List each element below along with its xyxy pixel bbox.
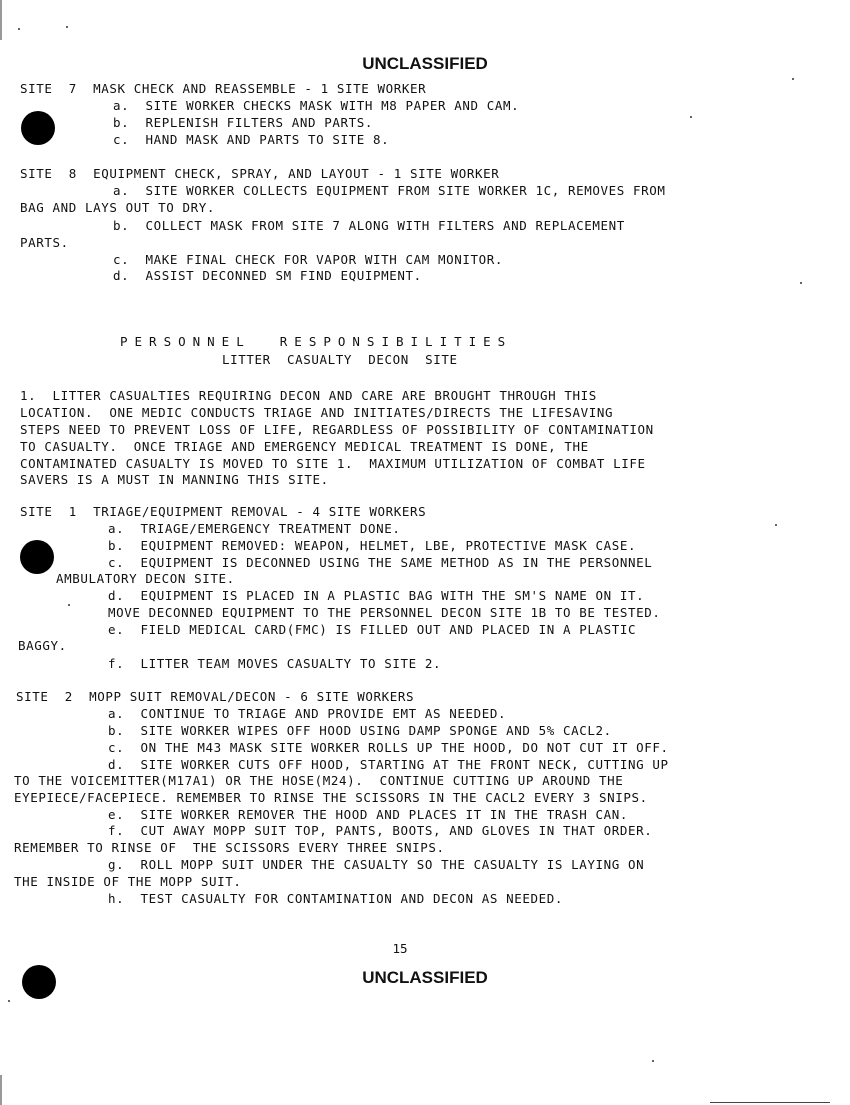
site1-item-d-line1: d. EQUIPMENT IS PLACED IN A PLASTIC BAG WITH THE SM'S NAME ON IT. <box>108 588 645 603</box>
site2-item-c: c. ON THE M43 MASK SITE WORKER ROLLS UP THE HOOD, DO NOT CUT IT OFF. <box>108 740 669 755</box>
site2-item-e: e. SITE WORKER REMOVER THE HOOD AND PLACES IT IN THE TRASH CAN. <box>108 807 629 822</box>
site2-item-d-line1: d. SITE WORKER CUTS OFF HOOD, STARTING AT THE FRONT NECK, CUTTING UP <box>108 757 669 772</box>
intro-line-6: SAVERS IS A MUST IN MANNING THIS SITE. <box>20 472 329 487</box>
site1-item-d-line2: MOVE DECONNED EQUIPMENT TO THE PERSONNEL DECON SITE 1B TO BE TESTED. <box>108 605 661 620</box>
punch-hole-icon <box>21 111 55 145</box>
scan-rule-mark <box>710 1102 830 1103</box>
site7-item-a: a. SITE WORKER CHECKS MASK WITH M8 PAPER AND CAM. <box>113 98 520 113</box>
scan-speck <box>775 524 777 526</box>
intro-line-4: TO CASUALTY. ONCE TRIAGE AND EMERGENCY MEDICAL TREATMENT IS DONE, THE <box>20 439 589 454</box>
site1-item-b: b. EQUIPMENT REMOVED: WEAPON, HELMET, LBE, PROTECTIVE MASK CASE. <box>108 538 637 553</box>
intro-line-2: LOCATION. ONE MEDIC CONDUCTS TRIAGE AND INITIATES/DIRECTS THE LIFESAVING <box>20 405 614 420</box>
site8-item-d: d. ASSIST DECONNED SM FIND EQUIPMENT. <box>113 268 422 283</box>
scan-speck <box>652 1060 654 1062</box>
scan-edge-mark <box>0 0 2 40</box>
scan-speck <box>800 282 802 284</box>
site1-item-e-line1: e. FIELD MEDICAL CARD(FMC) IS FILLED OUT AND PLACED IN A PLASTIC <box>108 622 637 637</box>
site2-item-a: a. CONTINUE TO TRIAGE AND PROVIDE EMT AS NEEDED. <box>108 706 507 721</box>
site2-item-g-line1: g. ROLL MOPP SUIT UNDER THE CASUALTY SO THE CASUALTY IS LAYING ON <box>108 857 645 872</box>
scan-speck <box>68 604 70 606</box>
site1-item-f: f. LITTER TEAM MOVES CASUALTY TO SITE 2. <box>108 656 442 671</box>
site1-item-a: a. TRIAGE/EMERGENCY TREATMENT DONE. <box>108 521 401 536</box>
classification-banner-bottom: UNCLASSIFIED <box>362 968 488 987</box>
site8-heading: SITE 8 EQUIPMENT CHECK, SPRAY, AND LAYOUT - 1 SITE WORKER <box>20 166 500 181</box>
site1-item-c-line1: c. EQUIPMENT IS DECONNED USING THE SAME METHOD AS IN THE PERSONNEL <box>108 555 653 570</box>
site2-item-d-line3: EYEPIECE/FACEPIECE. REMEMBER TO RINSE THE SCISSORS IN THE CACL2 EVERY 3 SNIPS. <box>14 790 648 805</box>
site8-item-b-line1: b. COLLECT MASK FROM SITE 7 ALONG WITH FILTERS AND REPLACEMENT <box>113 218 625 233</box>
intro-line-5: CONTAMINATED CASUALTY IS MOVED TO SITE 1. MAXIMUM UTILIZATION OF COMBAT LIFE <box>20 456 646 471</box>
site1-item-c-line2: AMBULATORY DECON SITE. <box>56 571 235 586</box>
site7-item-b: b. REPLENISH FILTERS AND PARTS. <box>113 115 374 130</box>
scan-speck <box>8 1000 10 1002</box>
site2-item-f-line1: f. CUT AWAY MOPP SUIT TOP, PANTS, BOOTS, AND GLOVES IN THAT ORDER. <box>108 823 653 838</box>
site8-item-b-line2: PARTS. <box>20 235 69 250</box>
intro-line-3: STEPS NEED TO PREVENT LOSS OF LIFE, REGARDLESS OF POSSIBILITY OF CONTAMINATION <box>20 422 654 437</box>
site1-item-e-line2: BAGGY. <box>18 638 67 653</box>
scan-speck <box>792 78 794 80</box>
site8-item-c: c. MAKE FINAL CHECK FOR VAPOR WITH CAM MONITOR. <box>113 252 504 267</box>
scan-speck <box>66 26 68 28</box>
site2-item-g-line2: THE INSIDE OF THE MOPP SUIT. <box>14 874 242 889</box>
site8-item-a-line1: a. SITE WORKER COLLECTS EQUIPMENT FROM SITE WORKER 1C, REMOVES FROM <box>113 183 666 198</box>
section-subtitle: LITTER CASUALTY DECON SITE <box>222 352 458 367</box>
site7-heading: SITE 7 MASK CHECK AND REASSEMBLE - 1 SITE WORKER <box>20 81 427 96</box>
classification-banner-top: UNCLASSIFIED <box>362 54 488 73</box>
site2-item-f-line2: REMEMBER TO RINSE OF THE SCISSORS EVERY THREE SNIPS. <box>14 840 445 855</box>
punch-hole-icon <box>20 540 54 574</box>
page-number: 15 <box>392 941 408 956</box>
site8-item-a-line2: BAG AND LAYS OUT TO DRY. <box>20 200 216 215</box>
intro-line-1: 1. LITTER CASUALTIES REQUIRING DECON AND CARE ARE BROUGHT THROUGH THIS <box>20 388 597 403</box>
site7-item-c: c. HAND MASK AND PARTS TO SITE 8. <box>113 132 390 147</box>
scan-edge-mark <box>0 1075 2 1105</box>
site1-heading: SITE 1 TRIAGE/EQUIPMENT REMOVAL - 4 SITE WORKERS <box>20 504 427 519</box>
site2-item-b: b. SITE WORKER WIPES OFF HOOD USING DAMP SPONGE AND 5% CACL2. <box>108 723 612 738</box>
scan-speck <box>690 116 692 118</box>
site2-item-h: h. TEST CASUALTY FOR CONTAMINATION AND DECON AS NEEDED. <box>108 891 564 906</box>
section-title: PERSONNEL RESPONSIBILITIES <box>120 334 513 349</box>
site2-item-d-line2: TO THE VOICEMITTER(M17A1) OR THE HOSE(M24). CONTINUE CUTTING UP AROUND THE <box>14 773 624 788</box>
site2-heading: SITE 2 MOPP SUIT REMOVAL/DECON - 6 SITE WORKERS <box>16 689 415 704</box>
scan-speck <box>18 28 20 30</box>
